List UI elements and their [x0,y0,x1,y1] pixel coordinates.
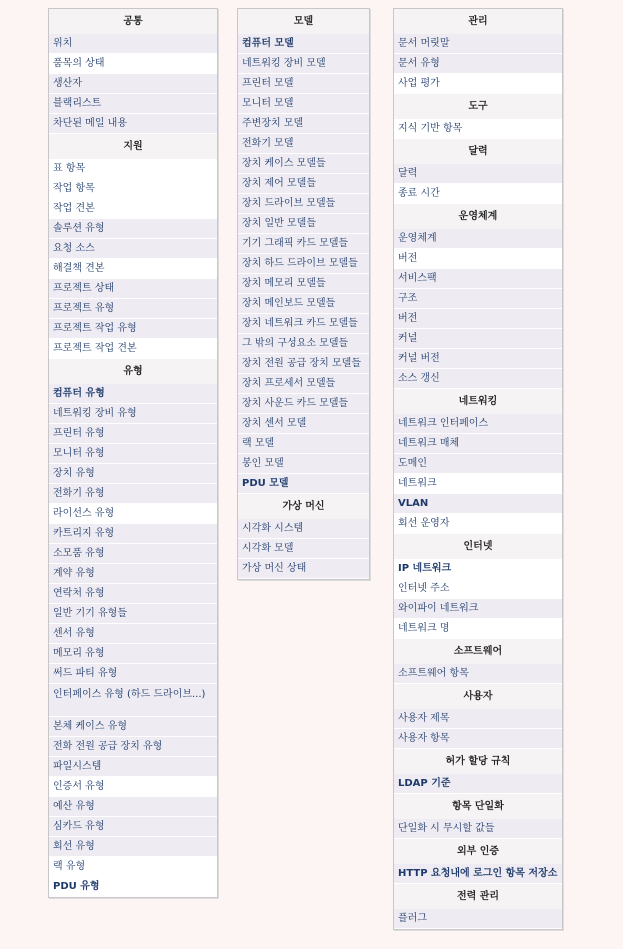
menu-item-컴퓨터-모델[interactable]: 컴퓨터 모델 [238,34,369,54]
menu-item-커널-버전[interactable]: 커널 버전 [394,349,562,369]
menu-item-그-밖의-구성요소-모델들[interactable]: 그 밖의 구성요소 모델들 [238,334,369,354]
menu-item-소프트웨어-항목[interactable]: 소프트웨어 항목 [394,664,562,684]
menu-item-위치[interactable]: 위치 [49,34,217,54]
dropdown-column-common [48,8,218,898]
menu-item-해결책-견본[interactable]: 해결책 견본 [49,259,217,279]
menu-item-http-요청내에-로그인-항목-저장소[interactable]: HTTP 요청내에 로그인 항목 저장소 [394,864,562,884]
dropdown-column-models [237,8,370,580]
menu-item-예산-유형[interactable]: 예산 유형 [49,797,217,817]
menu-item-주변장치-모델[interactable]: 주변장치 모델 [238,114,369,134]
menu-item-전화기-유형[interactable]: 전화기 유형 [49,484,217,504]
menu-item-본체-케이스-유형[interactable]: 본체 케이스 유형 [49,717,217,737]
menu-item-장치-센서-모델[interactable]: 장치 센서 모델 [238,414,369,434]
menu-item-장치-네트워크-카드-모델들[interactable]: 장치 네트워크 카드 모델들 [238,314,369,334]
menu-item-인터넷-주소[interactable]: 인터넷 주소 [394,579,562,599]
menu-item-작업-항목[interactable]: 작업 항목 [49,179,217,199]
menu-item-프로젝트-유형[interactable]: 프로젝트 유형 [49,299,217,319]
menu-item-메모리-유형[interactable]: 메모리 유형 [49,644,217,664]
menu-item-플러그[interactable]: 플러그 [394,909,562,929]
menu-item-프로젝트-상태[interactable]: 프로젝트 상태 [49,279,217,299]
section-header: 모델 [238,9,369,34]
menu-item-네트워크[interactable]: 네트워크 [394,474,562,494]
section-header: 사용자 [394,684,562,709]
section-header: 지원 [49,134,217,159]
dropdown-column-management [393,8,563,930]
menu-item-네트워킹-장비-유형[interactable]: 네트워킹 장비 유형 [49,404,217,424]
menu-item-장치-사운드-카드-모델들[interactable]: 장치 사운드 카드 모델들 [238,394,369,414]
menu-item-구조[interactable]: 구조 [394,289,562,309]
menu-item-회선-유형[interactable]: 회선 유형 [49,837,217,857]
section-header: 도구 [394,94,562,119]
menu-item-인증서-유형[interactable]: 인증서 유형 [49,777,217,797]
menu-item-달력[interactable]: 달력 [394,164,562,184]
menu-item-봉인-모델[interactable]: 봉인 모델 [238,454,369,474]
menu-item-라이선스-유형[interactable]: 라이선스 유형 [49,504,217,524]
section-header: 유형 [49,359,217,384]
menu-item-장치-유형[interactable]: 장치 유형 [49,464,217,484]
section-header: 달력 [394,139,562,164]
menu-item-전화-전원-공급-장치-유형[interactable]: 전화 전원 공급 장치 유형 [49,737,217,757]
menu-item-사용자-제목[interactable]: 사용자 제목 [394,709,562,729]
menu-item-프로젝트-작업-견본[interactable]: 프로젝트 작업 견본 [49,339,217,359]
menu-item-써드-파티-유형[interactable]: 써드 파티 유형 [49,664,217,684]
menu-item-랙-유형[interactable]: 랙 유형 [49,857,217,877]
menu-item-지식-기반-항목[interactable]: 지식 기반 항목 [394,119,562,139]
menu-item-프로젝트-작업-유형[interactable]: 프로젝트 작업 유형 [49,319,217,339]
menu-item-버전[interactable]: 버전 [394,249,562,269]
menu-item-버전[interactable]: 버전 [394,309,562,329]
menu-item-도메인[interactable]: 도메인 [394,454,562,474]
menu-item-가상-머신-상태[interactable]: 가상 머신 상태 [238,559,369,579]
menu-item-장치-하드-드라이브-모델들[interactable]: 장치 하드 드라이브 모델들 [238,254,369,274]
section-header: 전력 관리 [394,884,562,909]
menu-item-시각화-시스템[interactable]: 시각화 시스템 [238,519,369,539]
menu-item-장치-메인보드-모델들[interactable]: 장치 메인보드 모델들 [238,294,369,314]
menu-item-계약-유형[interactable]: 계약 유형 [49,564,217,584]
menu-item-회선-운영자[interactable]: 회선 운영자 [394,514,562,534]
menu-item-시각화-모델[interactable]: 시각화 모델 [238,539,369,559]
menu-item-블랙리스트[interactable]: 블랙리스트 [49,94,217,114]
menu-item-ldap-기준[interactable]: LDAP 기준 [394,774,562,794]
menu-item-커널[interactable]: 커널 [394,329,562,349]
section-header: 소프트웨어 [394,639,562,664]
menu-item-문서-머릿말[interactable]: 문서 머릿말 [394,34,562,54]
menu-item-네트워크-인터페이스[interactable]: 네트워크 인터페이스 [394,414,562,434]
menu-item-컴퓨터-유형[interactable]: 컴퓨터 유형 [49,384,217,404]
menu-item-장치-프로세서-모델들[interactable]: 장치 프로세서 모델들 [238,374,369,394]
section-header: 공통 [49,9,217,34]
section-header: 가상 머신 [238,494,369,519]
menu-item-인터페이스-유형-하드-드라이브[interactable]: 인터페이스 유형 (하드 드라이브...) [49,684,217,717]
menu-item-단일화-시-무시할-값들[interactable]: 단일화 시 무시할 값들 [394,819,562,839]
menu-item-심카드-유형[interactable]: 심카드 유형 [49,817,217,837]
menu-item-랙-모델[interactable]: 랙 모델 [238,434,369,454]
menu-item-종료-시간[interactable]: 종료 시간 [394,184,562,204]
menu-item-프린터-유형[interactable]: 프린터 유형 [49,424,217,444]
menu-item-장치-케이스-모델들[interactable]: 장치 케이스 모델들 [238,154,369,174]
menu-item-전화기-모델[interactable]: 전화기 모델 [238,134,369,154]
menu-item-문서-유형[interactable]: 문서 유형 [394,54,562,74]
menu-item-사용자-항목[interactable]: 사용자 항목 [394,729,562,749]
menu-item-연락처-유형[interactable]: 연락처 유형 [49,584,217,604]
menu-item-솔루션-유형[interactable]: 솔루션 유형 [49,219,217,239]
menu-item-pdu-유형[interactable]: PDU 유형 [49,877,217,897]
menu-item-운영체계[interactable]: 운영체계 [394,229,562,249]
menu-item-장치-전원-공급-장치-모델들[interactable]: 장치 전원 공급 장치 모델들 [238,354,369,374]
menu-item-표-항목[interactable]: 표 항목 [49,159,217,179]
menu-item-센서-유형[interactable]: 센서 유형 [49,624,217,644]
section-header: 운영체계 [394,204,562,229]
menu-item-작업-견본[interactable]: 작업 견본 [49,199,217,219]
menu-item-일반-기기-유형들[interactable]: 일반 기기 유형들 [49,604,217,624]
menu-item-소모품-유형[interactable]: 소모품 유형 [49,544,217,564]
section-header: 항목 단일화 [394,794,562,819]
menu-item-차단된-메일-내용[interactable]: 차단된 메일 내용 [49,114,217,134]
menu-item-서비스팩[interactable]: 서비스팩 [394,269,562,289]
menu-item-장치-제어-모델들[interactable]: 장치 제어 모델들 [238,174,369,194]
section-header: 외부 인증 [394,839,562,864]
menu-item-기기-그래픽-카드-모델들[interactable]: 기기 그래픽 카드 모델들 [238,234,369,254]
section-header: 허가 할당 규칙 [394,749,562,774]
menu-item-네트워크-명[interactable]: 네트워크 명 [394,619,562,639]
section-header: 인터넷 [394,534,562,559]
section-header: 네트워킹 [394,389,562,414]
menu-item-소스-갱신[interactable]: 소스 갱신 [394,369,562,389]
menu-item-네트워킹-장비-모델[interactable]: 네트워킹 장비 모델 [238,54,369,74]
menu-item-파일시스템[interactable]: 파일시스템 [49,757,217,777]
menu-item-모니터-모델[interactable]: 모니터 모델 [238,94,369,114]
menu-item-장치-메모리-모델들[interactable]: 장치 메모리 모델들 [238,274,369,294]
menu-item-요청-소스[interactable]: 요청 소스 [49,239,217,259]
menu-item-사업-평가[interactable]: 사업 평가 [394,74,562,94]
menu-item-모니터-유형[interactable]: 모니터 유형 [49,444,217,464]
menu-item-카트리지-유형[interactable]: 카트리지 유형 [49,524,217,544]
menu-item-장치-일반-모델들[interactable]: 장치 일반 모델들 [238,214,369,234]
menu-item-네트워크-매체[interactable]: 네트워크 매체 [394,434,562,454]
menu-item-ip-네트워크[interactable]: IP 네트워크 [394,559,562,579]
menu-item-장치-드라이브-모델들[interactable]: 장치 드라이브 모델들 [238,194,369,214]
menu-item-와이파이-네트워크[interactable]: 와이파이 네트워크 [394,599,562,619]
section-header: 관리 [394,9,562,34]
menu-item-품목의-상태[interactable]: 품목의 상태 [49,54,217,74]
menu-item-생산자[interactable]: 생산자 [49,74,217,94]
menu-item-vlan[interactable]: VLAN [394,494,562,514]
menu-item-프린터-모델[interactable]: 프린터 모델 [238,74,369,94]
menu-item-pdu-모델[interactable]: PDU 모델 [238,474,369,494]
